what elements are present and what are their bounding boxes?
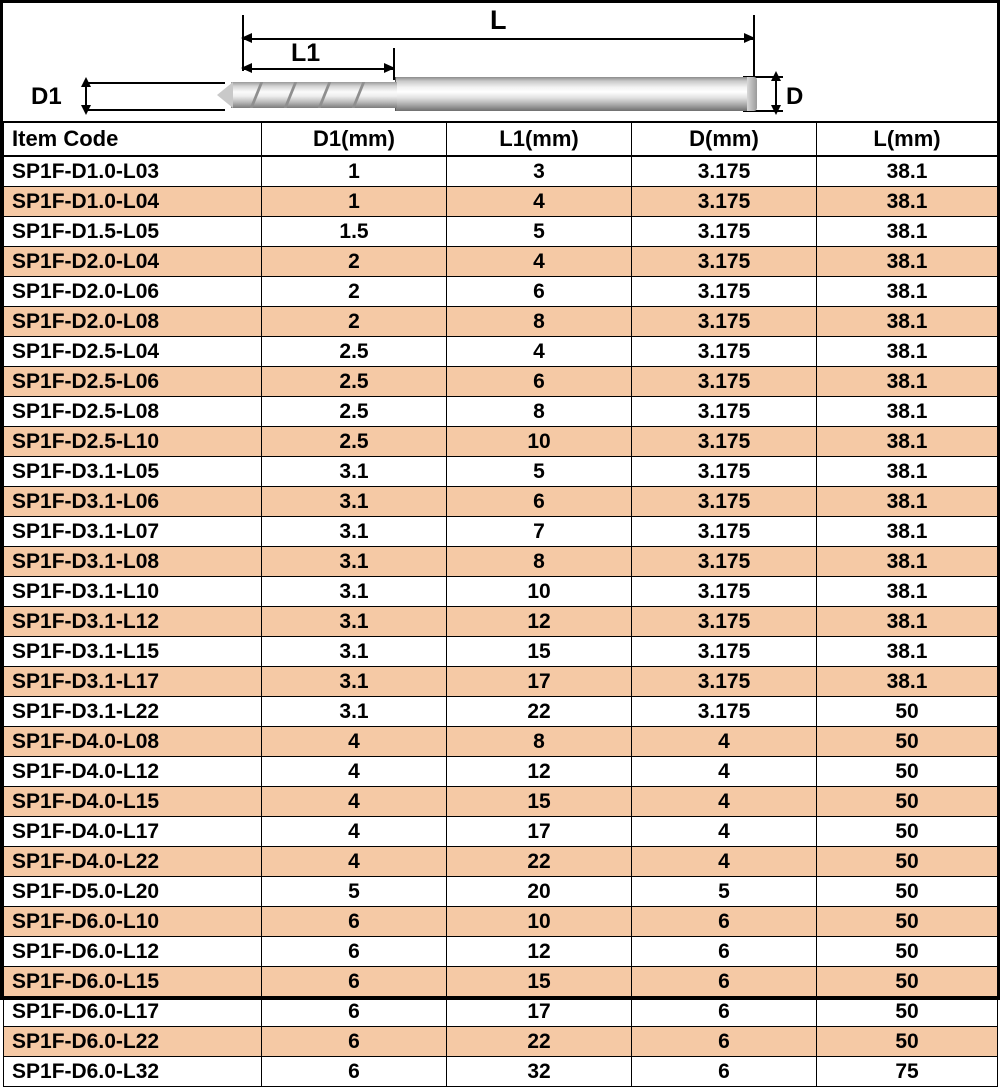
cell-value: 4 bbox=[632, 727, 817, 757]
dimension-label-L: L bbox=[490, 5, 507, 35]
table-row bbox=[4, 156, 998, 187]
cell-value: 4 bbox=[262, 727, 447, 757]
cell-value: 50 bbox=[817, 907, 998, 937]
cell-value: 50 bbox=[817, 757, 998, 787]
cell-item-code: SP1F-D3.1-L07 bbox=[4, 517, 262, 547]
table-body bbox=[4, 156, 998, 1087]
cell-value: 4 bbox=[447, 247, 632, 277]
cell-value: 3.175 bbox=[632, 697, 817, 727]
cell-value: 38.1 bbox=[817, 217, 998, 247]
cell-item-code: SP1F-D4.0-L08 bbox=[4, 727, 262, 757]
cell-value: 50 bbox=[817, 967, 998, 997]
cell-value: 38.1 bbox=[817, 367, 998, 397]
cell-item-code: SP1F-D5.0-L20 bbox=[4, 877, 262, 907]
extension-line-D1-top bbox=[85, 82, 225, 84]
cell-item-code: SP1F-D4.0-L15 bbox=[4, 787, 262, 817]
cell-value: 4 bbox=[632, 817, 817, 847]
table-row bbox=[4, 697, 998, 727]
cell-value: 6 bbox=[447, 487, 632, 517]
cell-item-code: SP1F-D2.0-L06 bbox=[4, 277, 262, 307]
cell-value: 3.175 bbox=[632, 547, 817, 577]
cell-value: 1 bbox=[262, 187, 447, 217]
cell-value: 3.175 bbox=[632, 517, 817, 547]
cell-value: 15 bbox=[447, 967, 632, 997]
cell-value: 6 bbox=[262, 937, 447, 967]
cell-value: 38.1 bbox=[817, 247, 998, 277]
table-row bbox=[4, 547, 998, 577]
cell-value: 2.5 bbox=[262, 397, 447, 427]
cell-value: 50 bbox=[817, 727, 998, 757]
cell-value: 3.1 bbox=[262, 547, 447, 577]
extension-line-L-right bbox=[753, 15, 755, 77]
cell-value: 6 bbox=[632, 1057, 817, 1087]
cell-value: 7 bbox=[447, 517, 632, 547]
dimension-line-L1 bbox=[243, 68, 393, 70]
cell-value: 6 bbox=[262, 967, 447, 997]
cell-value: 8 bbox=[447, 727, 632, 757]
cell-value: 3.175 bbox=[632, 667, 817, 697]
cell-item-code: SP1F-D2.0-L04 bbox=[4, 247, 262, 277]
cell-value: 38.1 bbox=[817, 397, 998, 427]
table-row bbox=[4, 427, 998, 457]
cell-item-code: SP1F-D3.1-L06 bbox=[4, 487, 262, 517]
tool-diagram bbox=[3, 3, 997, 121]
cell-value: 5 bbox=[262, 877, 447, 907]
table-row bbox=[4, 847, 998, 877]
cell-value: 12 bbox=[447, 607, 632, 637]
column-header-l1: L1(mm) bbox=[447, 122, 632, 156]
cell-item-code: SP1F-D3.1-L05 bbox=[4, 457, 262, 487]
cell-value: 38.1 bbox=[817, 607, 998, 637]
cell-item-code: SP1F-D2.5-L06 bbox=[4, 367, 262, 397]
dimension-label-D1: D1 bbox=[31, 83, 62, 110]
cell-value: 17 bbox=[447, 817, 632, 847]
cell-item-code: SP1F-D3.1-L15 bbox=[4, 637, 262, 667]
cell-value: 3.175 bbox=[632, 247, 817, 277]
cell-item-code: SP1F-D1.5-L05 bbox=[4, 217, 262, 247]
extension-line-D1-bottom bbox=[85, 109, 225, 111]
table-row bbox=[4, 187, 998, 217]
cell-value: 50 bbox=[817, 997, 998, 1027]
cell-value: 32 bbox=[447, 1057, 632, 1087]
cell-value: 3.175 bbox=[632, 457, 817, 487]
cell-value: 3.175 bbox=[632, 217, 817, 247]
cell-value: 1 bbox=[262, 156, 447, 187]
cell-value: 6 bbox=[447, 367, 632, 397]
cell-value: 38.1 bbox=[817, 577, 998, 607]
cell-value: 38.1 bbox=[817, 667, 998, 697]
table-row bbox=[4, 577, 998, 607]
cell-value: 22 bbox=[447, 847, 632, 877]
cell-value: 3.1 bbox=[262, 697, 447, 727]
table-row bbox=[4, 787, 998, 817]
cell-value: 4 bbox=[632, 847, 817, 877]
cell-value: 50 bbox=[817, 817, 998, 847]
dimension-arrow-L1-left bbox=[241, 63, 252, 73]
column-header-d: D(mm) bbox=[632, 122, 817, 156]
cell-value: 1.5 bbox=[262, 217, 447, 247]
cell-item-code: SP1F-D6.0-L12 bbox=[4, 937, 262, 967]
cell-value: 8 bbox=[447, 547, 632, 577]
cell-value: 2.5 bbox=[262, 427, 447, 457]
cell-item-code: SP1F-D3.1-L08 bbox=[4, 547, 262, 577]
table-row bbox=[4, 457, 998, 487]
cell-item-code: SP1F-D2.5-L10 bbox=[4, 427, 262, 457]
cell-value: 22 bbox=[447, 1027, 632, 1057]
cell-item-code: SP1F-D2.5-L04 bbox=[4, 337, 262, 367]
cell-value: 3.1 bbox=[262, 457, 447, 487]
cell-value: 4 bbox=[262, 787, 447, 817]
cell-value: 38.1 bbox=[817, 487, 998, 517]
cell-value: 4 bbox=[447, 187, 632, 217]
cell-value: 3.1 bbox=[262, 487, 447, 517]
cell-value: 3.175 bbox=[632, 337, 817, 367]
table-row bbox=[4, 937, 998, 967]
cell-value: 50 bbox=[817, 697, 998, 727]
table-row bbox=[4, 967, 998, 997]
table-row bbox=[4, 397, 998, 427]
cell-item-code: SP1F-D1.0-L03 bbox=[4, 156, 262, 187]
cell-value: 3.175 bbox=[632, 577, 817, 607]
cell-value: 12 bbox=[447, 937, 632, 967]
cell-item-code: SP1F-D4.0-L12 bbox=[4, 757, 262, 787]
cell-item-code: SP1F-D1.0-L04 bbox=[4, 187, 262, 217]
cell-value: 50 bbox=[817, 847, 998, 877]
cell-value: 2 bbox=[262, 277, 447, 307]
cell-value: 2 bbox=[262, 247, 447, 277]
cell-value: 4 bbox=[632, 787, 817, 817]
cell-item-code: SP1F-D3.1-L12 bbox=[4, 607, 262, 637]
cell-value: 10 bbox=[447, 907, 632, 937]
cell-value: 3.175 bbox=[632, 277, 817, 307]
cell-value: 3.175 bbox=[632, 307, 817, 337]
table-row bbox=[4, 727, 998, 757]
cell-item-code: SP1F-D3.1-L10 bbox=[4, 577, 262, 607]
cell-value: 6 bbox=[632, 907, 817, 937]
table-row bbox=[4, 667, 998, 697]
cell-value: 22 bbox=[447, 697, 632, 727]
cell-value: 3.175 bbox=[632, 367, 817, 397]
cell-value: 38.1 bbox=[817, 547, 998, 577]
specification-table bbox=[3, 121, 998, 1087]
dimension-label-D: D bbox=[786, 83, 804, 110]
cell-item-code: SP1F-D4.0-L17 bbox=[4, 817, 262, 847]
endmill-tip bbox=[217, 82, 233, 108]
table-row bbox=[4, 247, 998, 277]
cell-item-code: SP1F-D6.0-L15 bbox=[4, 967, 262, 997]
table-row bbox=[4, 877, 998, 907]
cell-value: 6 bbox=[262, 1027, 447, 1057]
cell-value: 38.1 bbox=[817, 337, 998, 367]
table-row bbox=[4, 487, 998, 517]
cell-value: 3.1 bbox=[262, 577, 447, 607]
cell-value: 17 bbox=[447, 667, 632, 697]
cell-value: 3.175 bbox=[632, 156, 817, 187]
cell-value: 2.5 bbox=[262, 337, 447, 367]
cell-value: 15 bbox=[447, 787, 632, 817]
cell-value: 2.5 bbox=[262, 367, 447, 397]
cell-value: 4 bbox=[632, 757, 817, 787]
cell-value: 38.1 bbox=[817, 277, 998, 307]
cell-value: 50 bbox=[817, 1027, 998, 1057]
table-row bbox=[4, 757, 998, 787]
table-row bbox=[4, 337, 998, 367]
cell-value: 17 bbox=[447, 997, 632, 1027]
cell-item-code: SP1F-D6.0-L17 bbox=[4, 997, 262, 1027]
cell-value: 12 bbox=[447, 757, 632, 787]
cell-value: 38.1 bbox=[817, 427, 998, 457]
column-header-item-code: Item Code bbox=[4, 122, 262, 156]
table-row bbox=[4, 1027, 998, 1057]
endmill-shank bbox=[395, 77, 754, 111]
cell-item-code: SP1F-D6.0-L22 bbox=[4, 1027, 262, 1057]
cell-value: 8 bbox=[447, 397, 632, 427]
column-header-l: L(mm) bbox=[817, 122, 998, 156]
cell-value: 38.1 bbox=[817, 457, 998, 487]
table-row bbox=[4, 307, 998, 337]
cell-item-code: SP1F-D3.1-L17 bbox=[4, 667, 262, 697]
dimension-label-L1: L1 bbox=[291, 39, 321, 67]
table-row bbox=[4, 367, 998, 397]
cell-value: 3.1 bbox=[262, 667, 447, 697]
cell-value: 4 bbox=[447, 337, 632, 367]
cell-value: 4 bbox=[262, 847, 447, 877]
cell-value: 6 bbox=[632, 967, 817, 997]
cell-value: 5 bbox=[632, 877, 817, 907]
cell-value: 10 bbox=[447, 577, 632, 607]
cell-value: 4 bbox=[262, 817, 447, 847]
cell-item-code: SP1F-D3.1-L22 bbox=[4, 697, 262, 727]
cell-item-code: SP1F-D6.0-L32 bbox=[4, 1057, 262, 1087]
cell-value: 6 bbox=[262, 907, 447, 937]
cell-value: 6 bbox=[632, 1027, 817, 1057]
cell-value: 50 bbox=[817, 877, 998, 907]
table-row bbox=[4, 907, 998, 937]
cell-item-code: SP1F-D6.0-L10 bbox=[4, 907, 262, 937]
cell-value: 6 bbox=[447, 277, 632, 307]
cell-value: 10 bbox=[447, 427, 632, 457]
table-row bbox=[4, 817, 998, 847]
cell-value: 3.1 bbox=[262, 607, 447, 637]
cell-value: 6 bbox=[262, 1057, 447, 1087]
table-row bbox=[4, 517, 998, 547]
cell-value: 6 bbox=[632, 997, 817, 1027]
table-row bbox=[4, 607, 998, 637]
cell-value: 3.1 bbox=[262, 517, 447, 547]
cell-value: 6 bbox=[262, 997, 447, 1027]
column-header-d1: D1(mm) bbox=[262, 122, 447, 156]
table-row bbox=[4, 997, 998, 1027]
table-row bbox=[4, 277, 998, 307]
cell-value: 3.175 bbox=[632, 187, 817, 217]
table-header-row bbox=[4, 122, 998, 156]
cell-value: 3.175 bbox=[632, 487, 817, 517]
cell-value: 4 bbox=[262, 757, 447, 787]
cell-value: 8 bbox=[447, 307, 632, 337]
cell-value: 38.1 bbox=[817, 637, 998, 667]
cell-value: 20 bbox=[447, 877, 632, 907]
cell-value: 3.175 bbox=[632, 607, 817, 637]
cell-value: 3.1 bbox=[262, 637, 447, 667]
cell-value: 50 bbox=[817, 787, 998, 817]
table-row bbox=[4, 217, 998, 247]
cell-value: 38.1 bbox=[817, 307, 998, 337]
cell-value: 3 bbox=[447, 156, 632, 187]
cell-value: 5 bbox=[447, 217, 632, 247]
cell-value: 15 bbox=[447, 637, 632, 667]
cell-value: 50 bbox=[817, 937, 998, 967]
cell-value: 75 bbox=[817, 1057, 998, 1087]
cell-value: 3.175 bbox=[632, 427, 817, 457]
table-row bbox=[4, 637, 998, 667]
cell-item-code: SP1F-D2.5-L08 bbox=[4, 397, 262, 427]
table-row bbox=[4, 1057, 998, 1087]
cell-item-code: SP1F-D2.0-L08 bbox=[4, 307, 262, 337]
cell-value: 3.175 bbox=[632, 397, 817, 427]
cell-value: 38.1 bbox=[817, 517, 998, 547]
extension-line-L1-right bbox=[393, 48, 395, 80]
cell-value: 5 bbox=[447, 457, 632, 487]
cell-value: 6 bbox=[632, 937, 817, 967]
endmill-shank-end bbox=[747, 77, 757, 111]
cell-value: 38.1 bbox=[817, 187, 998, 217]
cell-value: 2 bbox=[262, 307, 447, 337]
cell-value: 38.1 bbox=[817, 156, 998, 187]
cell-value: 3.175 bbox=[632, 637, 817, 667]
cell-item-code: SP1F-D4.0-L22 bbox=[4, 847, 262, 877]
